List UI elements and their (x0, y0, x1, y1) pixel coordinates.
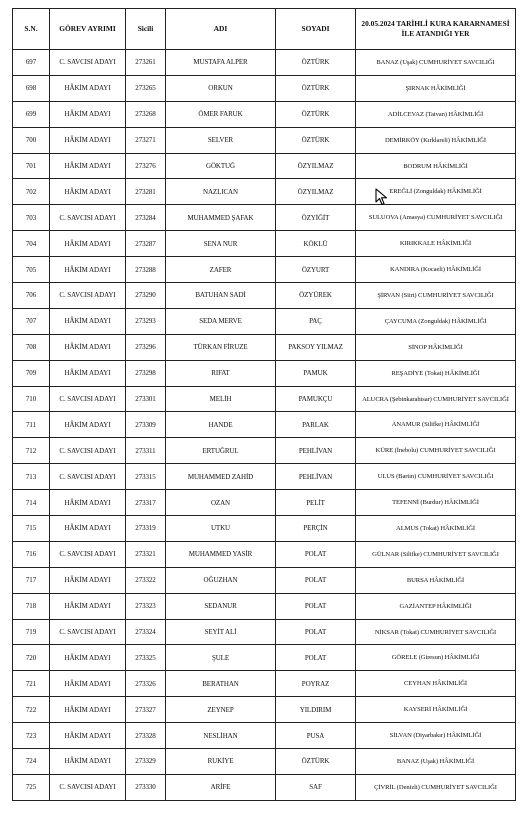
cell-gorev-ayrimi: HÂKİM ADAYI (50, 334, 126, 360)
cell-sicili: 273329 (126, 749, 166, 775)
table-row (13, 671, 516, 697)
cell-gorev-ayrimi: HÂKİM ADAYI (50, 516, 126, 542)
cell-adi: GÖKTUĞ (166, 153, 276, 179)
cell-gorev-ayrimi: HÂKİM ADAYI (50, 308, 126, 334)
cell-sn: 710 (13, 386, 50, 412)
mouse-pointer-icon (375, 188, 389, 206)
cell-adi: MUSTAFA ALPER (166, 50, 276, 76)
cell-soyadi: POLAT (276, 541, 356, 567)
cell-soyadi: PAMUK (276, 360, 356, 386)
cell-sn: 709 (13, 360, 50, 386)
cell-sicili: 273301 (126, 386, 166, 412)
cell-soyadi: ÖZYILMAZ (276, 179, 356, 205)
cell-soyadi: ÖZTÜRK (276, 749, 356, 775)
cell-gorev-ayrimi: C. SAVCISI ADAYI (50, 205, 126, 231)
cell-sn: 713 (13, 464, 50, 490)
cell-soyadi: ÖZTÜRK (276, 101, 356, 127)
cell-sn: 725 (13, 774, 50, 800)
cell-sicili: 273290 (126, 283, 166, 309)
cell-sn: 722 (13, 697, 50, 723)
cell-gorev-ayrimi: HÂKİM ADAYI (50, 490, 126, 516)
cell-gorev-ayrimi: HÂKİM ADAYI (50, 179, 126, 205)
table-row (13, 490, 516, 516)
cell-sn: 701 (13, 153, 50, 179)
cell-adi: SELVER (166, 127, 276, 153)
cell-gorev-ayrimi: HÂKİM ADAYI (50, 153, 126, 179)
table-row (13, 360, 516, 386)
table-header-row (13, 9, 516, 50)
cell-gorev-ayrimi: HÂKİM ADAYI (50, 723, 126, 749)
table-row (13, 516, 516, 542)
cell-adi: HANDE (166, 412, 276, 438)
cell-gorev-ayrimi: HÂKİM ADAYI (50, 645, 126, 671)
cell-gorev-ayrimi: C. SAVCISI ADAYI (50, 464, 126, 490)
header-gorev-ayrimi: GÖREV AYRIMI (50, 9, 126, 50)
cell-gorev-ayrimi: C. SAVCISI ADAYI (50, 50, 126, 76)
cell-atandigi-yer: REŞADİYE (Tokat) HÂKİMLİĞİ (356, 360, 516, 386)
cell-sicili: 273276 (126, 153, 166, 179)
table-row (13, 127, 516, 153)
cell-gorev-ayrimi: HÂKİM ADAYI (50, 567, 126, 593)
cell-atandigi-yer: ANAMUR (Silifke) HÂKİMLİĞİ (356, 412, 516, 438)
cell-sicili: 273327 (126, 697, 166, 723)
cell-gorev-ayrimi: HÂKİM ADAYI (50, 593, 126, 619)
cell-sicili: 273324 (126, 619, 166, 645)
cell-gorev-ayrimi: HÂKİM ADAYI (50, 671, 126, 697)
cell-soyadi: ÖZTÜRK (276, 127, 356, 153)
table-row (13, 464, 516, 490)
cell-atandigi-yer: KÜRE (İnebolu) CUMHURİYET SAVCILIĞI (356, 438, 516, 464)
table-row (13, 774, 516, 800)
cell-sicili: 273311 (126, 438, 166, 464)
cell-sicili: 273288 (126, 257, 166, 283)
table-row (13, 697, 516, 723)
cell-sn: 714 (13, 490, 50, 516)
cell-sn: 720 (13, 645, 50, 671)
cell-atandigi-yer: GAZİANTEP HÂKİMLİĞİ (356, 593, 516, 619)
table-row (13, 593, 516, 619)
cell-sn: 718 (13, 593, 50, 619)
cell-adi: OZAN (166, 490, 276, 516)
cell-sn: 699 (13, 101, 50, 127)
table-row (13, 153, 516, 179)
cell-sicili: 273293 (126, 308, 166, 334)
cell-sn: 704 (13, 231, 50, 257)
cell-atandigi-yer: BANAZ (Uşak) HÂKİMLİĞİ (356, 749, 516, 775)
cell-adi: NAZLICAN (166, 179, 276, 205)
cell-sicili: 273281 (126, 179, 166, 205)
cell-sn: 716 (13, 541, 50, 567)
cell-soyadi: ÖZYİĞİT (276, 205, 356, 231)
table-row (13, 334, 516, 360)
cell-sn: 711 (13, 412, 50, 438)
table-row (13, 179, 516, 205)
table-row (13, 101, 516, 127)
cell-gorev-ayrimi: C. SAVCISI ADAYI (50, 774, 126, 800)
table-row (13, 50, 516, 76)
appointment-table (12, 8, 516, 801)
table-row (13, 645, 516, 671)
cell-sicili: 273325 (126, 645, 166, 671)
cell-adi: SEDANUR (166, 593, 276, 619)
table-row (13, 567, 516, 593)
cell-gorev-ayrimi: C. SAVCISI ADAYI (50, 541, 126, 567)
cell-sicili: 273296 (126, 334, 166, 360)
table-row (13, 749, 516, 775)
cell-sicili: 273323 (126, 593, 166, 619)
cell-soyadi: ÖZYÜREK (276, 283, 356, 309)
cell-gorev-ayrimi: HÂKİM ADAYI (50, 231, 126, 257)
cell-atandigi-yer: SİNOP HÂKİMLİĞİ (356, 334, 516, 360)
cell-sn: 724 (13, 749, 50, 775)
cell-atandigi-yer: ULUS (Bartın) CUMHURİYET SAVCILIĞI (356, 464, 516, 490)
cell-soyadi: PAÇ (276, 308, 356, 334)
cell-atandigi-yer: ÇAYCUMA (Zonguldak) HÂKİMLİĞİ (356, 308, 516, 334)
cell-adi: ŞULE (166, 645, 276, 671)
table-row (13, 283, 516, 309)
cell-sn: 715 (13, 516, 50, 542)
cell-soyadi: PAMUKÇU (276, 386, 356, 412)
cell-adi: OĞUZHAN (166, 567, 276, 593)
cell-gorev-ayrimi: HÂKİM ADAYI (50, 360, 126, 386)
cell-gorev-ayrimi: HÂKİM ADAYI (50, 101, 126, 127)
cell-sicili: 273261 (126, 50, 166, 76)
cell-sicili: 273319 (126, 516, 166, 542)
cell-adi: RIFAT (166, 360, 276, 386)
cell-sn: 717 (13, 567, 50, 593)
cell-gorev-ayrimi: HÂKİM ADAYI (50, 412, 126, 438)
cell-atandigi-yer: ÇİVRİL (Denizli) CUMHURİYET SAVCILIĞI (356, 774, 516, 800)
cell-adi: RUKİYE (166, 749, 276, 775)
cell-soyadi: ÖZTÜRK (276, 50, 356, 76)
cell-gorev-ayrimi: C. SAVCISI ADAYI (50, 619, 126, 645)
cell-soyadi: POYRAZ (276, 671, 356, 697)
cell-sicili: 273298 (126, 360, 166, 386)
cell-atandigi-yer: EREĞLİ (Zonguldak) HÂKİMLİĞİ (356, 179, 516, 205)
cell-atandigi-yer: DEMİRKÖY (Kırklareli) HÂKİMLİĞİ (356, 127, 516, 153)
cell-gorev-ayrimi: HÂKİM ADAYI (50, 749, 126, 775)
cell-atandigi-yer: ALMUS (Tokat) HÂKİMLİĞİ (356, 516, 516, 542)
cell-adi: ERTUĞRUL (166, 438, 276, 464)
cell-adi: ZAFER (166, 257, 276, 283)
table-row (13, 75, 516, 101)
cell-atandigi-yer: BANAZ (Uşak) CUMHURİYET SAVCILIĞI (356, 50, 516, 76)
header-sn: S.N. (13, 9, 50, 50)
cell-sn: 703 (13, 205, 50, 231)
table-row (13, 619, 516, 645)
table-row (13, 412, 516, 438)
cell-sicili: 273326 (126, 671, 166, 697)
cell-sicili: 273309 (126, 412, 166, 438)
table-row (13, 386, 516, 412)
table-row (13, 205, 516, 231)
cell-sicili: 273265 (126, 75, 166, 101)
cell-atandigi-yer: BODRUM HÂKİMLİĞİ (356, 153, 516, 179)
cell-sn: 707 (13, 308, 50, 334)
cell-soyadi: POLAT (276, 567, 356, 593)
cell-atandigi-yer: GÖRELE (Giresun) HÂKİMLİĞİ (356, 645, 516, 671)
cell-atandigi-yer: SULUOVA (Amasya) CUMHURİYET SAVCILIĞI (356, 205, 516, 231)
cell-gorev-ayrimi: HÂKİM ADAYI (50, 697, 126, 723)
cell-sn: 697 (13, 50, 50, 76)
cell-adi: MUHAMMED YASİR (166, 541, 276, 567)
cell-gorev-ayrimi: HÂKİM ADAYI (50, 127, 126, 153)
cell-sicili: 273321 (126, 541, 166, 567)
cell-atandigi-yer: ADİLCEVAZ (Tatvan) HÂKİMLİĞİ (356, 101, 516, 127)
cell-soyadi: YILDIRIM (276, 697, 356, 723)
cell-gorev-ayrimi: C. SAVCISI ADAYI (50, 386, 126, 412)
cell-adi: ZEYNEP (166, 697, 276, 723)
cell-soyadi: ÖZYILMAZ (276, 153, 356, 179)
cell-sn: 708 (13, 334, 50, 360)
cell-adi: UTKU (166, 516, 276, 542)
cell-soyadi: POLAT (276, 645, 356, 671)
cell-soyadi: KÖKLÜ (276, 231, 356, 257)
cell-soyadi: POLAT (276, 593, 356, 619)
cell-sn: 706 (13, 283, 50, 309)
cell-atandigi-yer: TEFENNİ (Burdur) HÂKİMLİĞİ (356, 490, 516, 516)
table-row (13, 541, 516, 567)
header-adi: ADI (166, 9, 276, 50)
cell-sicili: 273315 (126, 464, 166, 490)
table-body (13, 50, 516, 801)
cell-sn: 723 (13, 723, 50, 749)
cell-atandigi-yer: CEYHAN HÂKİMLİĞİ (356, 671, 516, 697)
header-atandigi-yer: 20.05.2024 TARİHLİ KURA KARARNAMESİ İLE ATANDIĞI YER (356, 9, 516, 50)
cell-atandigi-yer: KAYSERİ HÂKİMLİĞİ (356, 697, 516, 723)
cell-atandigi-yer: GÜLNAR (Silifke) CUMHURİYET SAVCILIĞI (356, 541, 516, 567)
cell-sicili: 273328 (126, 723, 166, 749)
cell-sn: 721 (13, 671, 50, 697)
cell-soyadi: ÖZYURT (276, 257, 356, 283)
cell-soyadi: PEHLİVAN (276, 464, 356, 490)
table-row (13, 438, 516, 464)
table-row (13, 723, 516, 749)
cell-sicili: 273317 (126, 490, 166, 516)
cell-adi: ÖMER FARUK (166, 101, 276, 127)
header-soyadi: SOYADI (276, 9, 356, 50)
cell-soyadi: ÖZTÜRK (276, 75, 356, 101)
cell-atandigi-yer: ŞİRVAN (Siirt) CUMHURİYET SAVCILIĞI (356, 283, 516, 309)
cell-sicili: 273330 (126, 774, 166, 800)
table-row (13, 231, 516, 257)
cell-adi: MUHAMMED ŞAFAK (166, 205, 276, 231)
cell-atandigi-yer: NİKSAR (Tokat) CUMHURİYET SAVCILIĞI (356, 619, 516, 645)
cell-soyadi: SAF (276, 774, 356, 800)
cell-gorev-ayrimi: HÂKİM ADAYI (50, 257, 126, 283)
cell-sicili: 273322 (126, 567, 166, 593)
cell-gorev-ayrimi: HÂKİM ADAYI (50, 75, 126, 101)
cell-soyadi: PUSA (276, 723, 356, 749)
cell-soyadi: PERÇİN (276, 516, 356, 542)
cell-soyadi: PEHLİVAN (276, 438, 356, 464)
cell-sicili: 273268 (126, 101, 166, 127)
cell-adi: SEYİT ALİ (166, 619, 276, 645)
cell-atandigi-yer: ŞIRNAK HÂKİMLİĞİ (356, 75, 516, 101)
cell-soyadi: POLAT (276, 619, 356, 645)
cell-sn: 700 (13, 127, 50, 153)
cell-atandigi-yer: KIRIKKALE HÂKİMLİĞİ (356, 231, 516, 257)
cell-adi: MELİH (166, 386, 276, 412)
cell-adi: SEDA MERVE (166, 308, 276, 334)
cell-atandigi-yer: ALUCRA (Şebinkarahisar) CUMHURİYET SAVCILIĞI (356, 386, 516, 412)
cell-adi: ORKUN (166, 75, 276, 101)
cell-gorev-ayrimi: C. SAVCISI ADAYI (50, 283, 126, 309)
cell-adi: ARİFE (166, 774, 276, 800)
cell-adi: BATUHAN SADİ (166, 283, 276, 309)
cell-sicili: 273284 (126, 205, 166, 231)
cell-sn: 698 (13, 75, 50, 101)
cell-soyadi: PARLAK (276, 412, 356, 438)
cell-sn: 719 (13, 619, 50, 645)
header-sicili: Sicili (126, 9, 166, 50)
cell-adi: NESLİHAN (166, 723, 276, 749)
table-row (13, 257, 516, 283)
table-row (13, 308, 516, 334)
cell-gorev-ayrimi: C. SAVCISI ADAYI (50, 438, 126, 464)
cell-adi: TÜRKAN FİRUZE (166, 334, 276, 360)
cell-atandigi-yer: KANDIRA (Kocaeli) HÂKİMLİĞİ (356, 257, 516, 283)
cell-sn: 705 (13, 257, 50, 283)
cell-sicili: 273271 (126, 127, 166, 153)
cell-soyadi: PELİT (276, 490, 356, 516)
cell-atandigi-yer: BURSA HÂKİMLİĞİ (356, 567, 516, 593)
cell-sicili: 273287 (126, 231, 166, 257)
cell-sn: 712 (13, 438, 50, 464)
cell-adi: MUHAMMED ZAHİD (166, 464, 276, 490)
cell-soyadi: PAKSOY YILMAZ (276, 334, 356, 360)
cell-adi: BERATHAN (166, 671, 276, 697)
cell-sn: 702 (13, 179, 50, 205)
cell-atandigi-yer: SİLVAN (Diyarbakır) HÂKİMLİĞİ (356, 723, 516, 749)
cell-adi: SENA NUR (166, 231, 276, 257)
